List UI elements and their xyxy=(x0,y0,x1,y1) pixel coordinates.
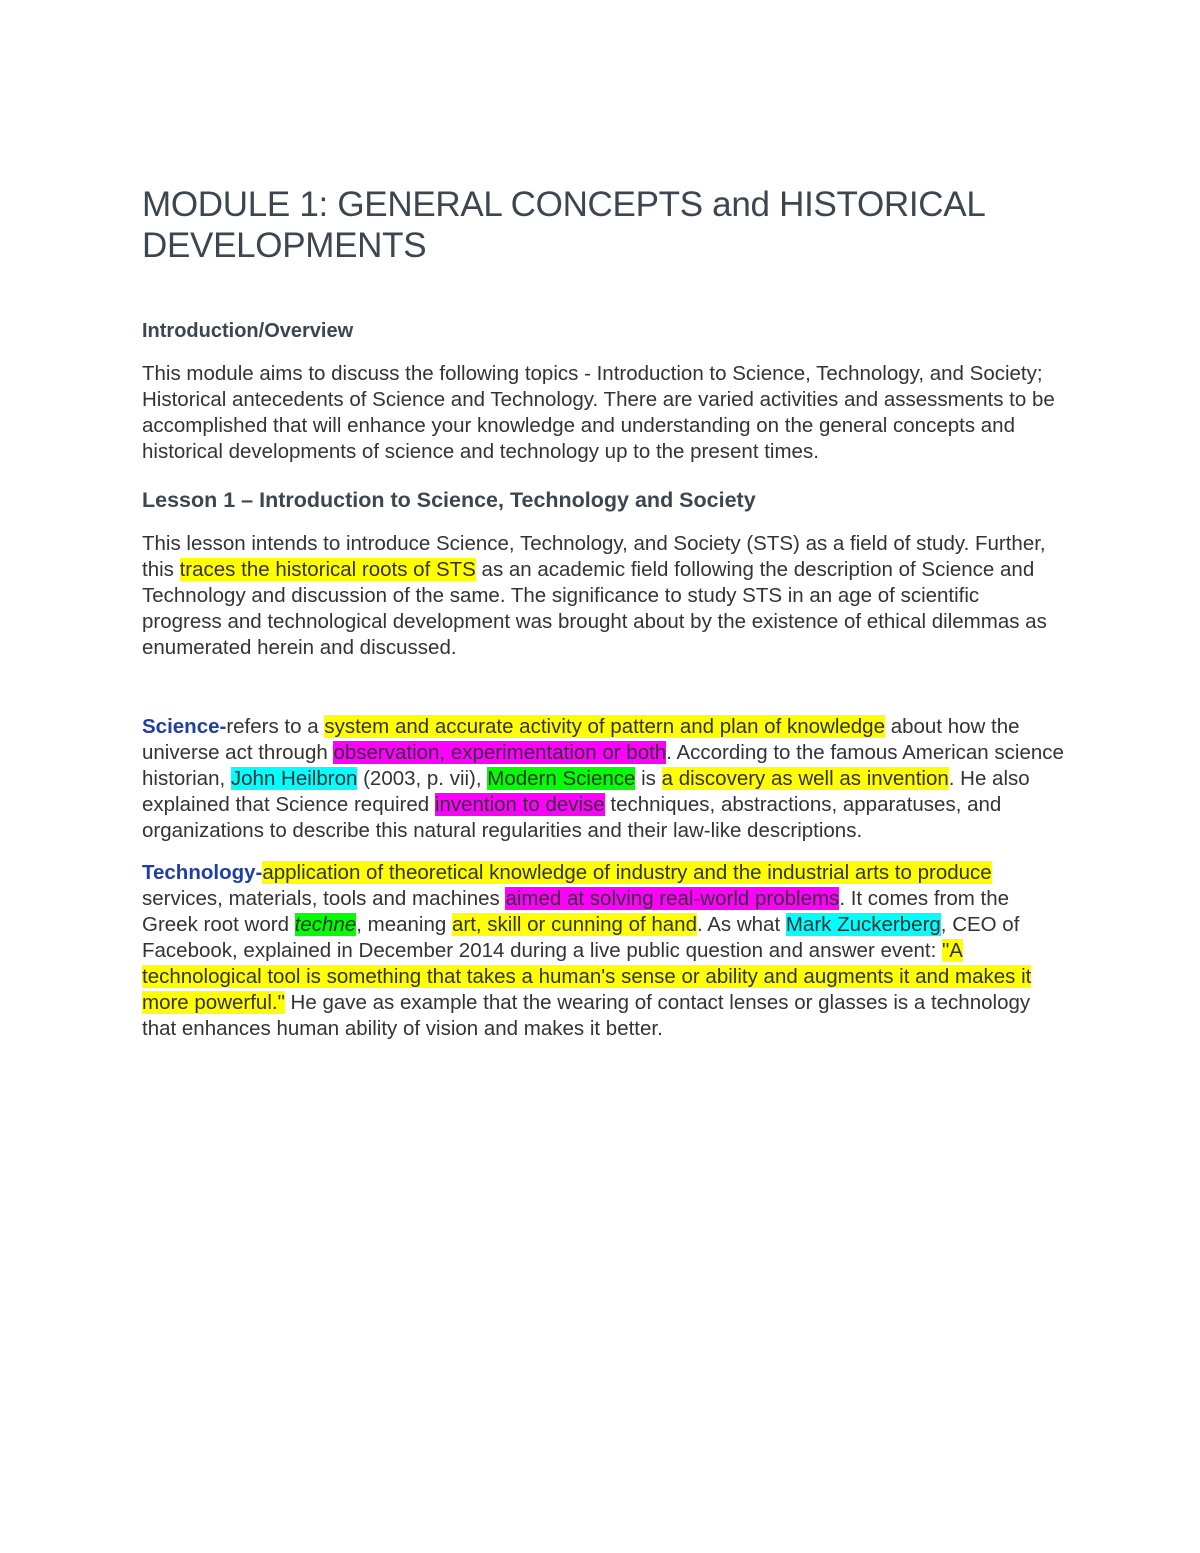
highlight-magenta: invention to devise xyxy=(434,793,605,816)
highlight-yellow: system and accurate activity of pattern and plan of knowledge xyxy=(324,715,885,738)
highlight-green: Modern Science xyxy=(487,767,636,790)
highlight-magenta: aimed at solving real-world problems xyxy=(505,887,840,910)
highlight-cyan: Mark Zuckerberg xyxy=(785,913,941,936)
science-text: is xyxy=(635,767,662,790)
science-text: about how the universe act through xyxy=(142,715,1020,764)
science-text: . He also explained that Science required xyxy=(142,767,1030,816)
intro-heading: Introduction/Overview xyxy=(142,320,354,342)
science-text: techniques, abstractions, apparatuses, and organizations to describe this natural regularities and their law-like descriptions. xyxy=(142,793,1002,842)
science-text: . According to the famous American science historian, xyxy=(142,741,1064,790)
technology-text: , CEO of Facebook, explained in December 2014 during a live public question and answer event: xyxy=(142,913,1020,962)
science-term: Science- xyxy=(142,715,227,738)
science-text: refers to a xyxy=(226,715,325,738)
technology-text: . As what xyxy=(696,913,786,936)
highlight-yellow: traces the historical roots of STS xyxy=(179,558,476,581)
highlight-yellow: application of theoretical knowledge of industry and the industrial arts to produce xyxy=(262,861,992,884)
lesson-text: as an academic field following the description of Science and Technology and discussion of the same. The significance to study STS in an age of scientific progress and technological development was brought about by the existence of ethical dilemmas as enumerated herein and discussed. xyxy=(142,558,1047,659)
technology-text: , meaning xyxy=(356,913,452,936)
lesson-heading: Lesson 1 – Introduction to Science, Technology and Society xyxy=(142,488,756,512)
science-text: (2003, p. vii), xyxy=(357,767,488,790)
highlight-green-italic: techne xyxy=(294,913,357,936)
module-title: MODULE 1: GENERAL CONCEPTS and HISTORICAL DEVELOPMENTS xyxy=(142,185,985,265)
highlight-yellow-quote: "A technological tool is something that takes a human's sense or ability and augments it and makes it more powerful." xyxy=(142,939,1032,1014)
intro-paragraph: This module aims to discuss the following topics - Introduction to Science, Technology, and Society; Historical antecedents of Science and Technology. There are varied activities and assessments to be accomplished that will enhance your knowledge and understanding on the general concepts and historical developments of science and technology up to the present times. xyxy=(142,362,1055,463)
highlight-magenta: observation, experimentation or both xyxy=(333,741,667,764)
technology-text: services, materials, tools and machines xyxy=(142,887,506,910)
document-body xyxy=(142,184,1064,1042)
highlight-yellow: a discovery as well as invention xyxy=(661,767,949,790)
technology-text: . It comes from the Greek root word xyxy=(142,887,1010,936)
lesson-paragraph xyxy=(142,531,1064,661)
technology-paragraph xyxy=(142,860,1064,1042)
science-paragraph xyxy=(142,714,1064,844)
highlight-yellow: art, skill or cunning of hand xyxy=(451,913,697,936)
lesson-text: This lesson intends to introduce Science, Technology, and Society (STS) as a field of study. Further, this xyxy=(142,532,1046,581)
highlight-cyan: John Heilbron xyxy=(230,767,358,790)
technology-term: Technology- xyxy=(142,861,263,884)
technology-text: He gave as example that the wearing of contact lenses or glasses is a technology that enhances human ability of vision and makes it better. xyxy=(142,991,1031,1040)
